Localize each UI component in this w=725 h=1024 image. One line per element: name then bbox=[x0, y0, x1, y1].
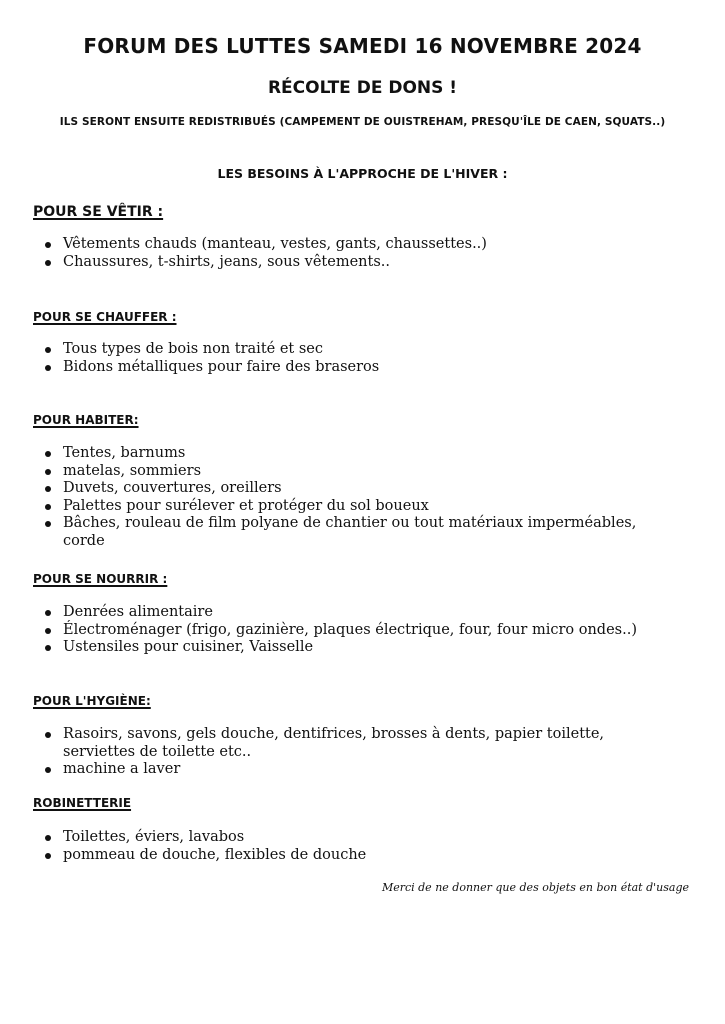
bullet-icon bbox=[45, 628, 51, 634]
list-plumbing bbox=[0, 829, 660, 864]
list-item: Toilettes, éviers, lavabos bbox=[0, 829, 660, 847]
bullet-icon bbox=[45, 486, 51, 492]
section-title-hygiene: POUR L'HYGIÈNE: bbox=[33, 694, 151, 708]
bullet-icon bbox=[45, 645, 51, 651]
list-hygiene bbox=[0, 726, 660, 779]
list-item: Bidons métalliques pour faire des braseros bbox=[0, 359, 660, 377]
bullet-icon bbox=[45, 260, 51, 266]
list-item: matelas, sommiers bbox=[0, 463, 660, 481]
bullet-icon bbox=[45, 451, 51, 457]
page-subtitle: RÉCOLTE DE DONS ! bbox=[267, 78, 458, 98]
footer-note: Merci de ne donner que des objets en bon état d'usage bbox=[381, 881, 689, 894]
bullet-icon bbox=[45, 835, 51, 841]
list-food bbox=[0, 604, 660, 657]
list-item: machine a laver bbox=[0, 761, 660, 779]
list-item: Électroménager (frigo, gazinière, plaques électrique, four, four micro ondes..) bbox=[0, 622, 660, 640]
list-item: Tous types de bois non traité et sec bbox=[0, 341, 660, 359]
list-item: Tentes, barnums bbox=[0, 445, 660, 463]
list-item: Bâches, rouleau de film polyane de chantier ou tout matériaux imperméables, corde bbox=[0, 515, 660, 550]
bullet-icon bbox=[45, 732, 51, 738]
page-title: FORUM DES LUTTES SAMEDI 16 NOVEMBRE 2024 bbox=[83, 34, 642, 58]
section-title-clothing: POUR SE VÊTIR : bbox=[33, 204, 164, 220]
list-housing bbox=[0, 445, 660, 550]
list-item: Rasoirs, savons, gels douche, dentifrices, brosses à dents, papier toilette, serviettes de toilette etc.. bbox=[0, 726, 660, 761]
bullet-icon bbox=[45, 469, 51, 475]
bullet-icon bbox=[45, 365, 51, 371]
list-item: Ustensiles pour cuisiner, Vaisselle bbox=[0, 639, 660, 657]
list-clothing bbox=[0, 236, 660, 271]
bullet-icon bbox=[45, 767, 51, 773]
bullet-icon bbox=[45, 521, 51, 527]
list-item: Palettes pour surélever et protéger du sol boueux bbox=[0, 498, 660, 516]
section-title-food: POUR SE NOURRIR : bbox=[33, 572, 168, 586]
bullet-icon bbox=[45, 242, 51, 248]
list-item: Duvets, couvertures, oreillers bbox=[0, 480, 660, 498]
needs-heading: LES BESOINS À L'APPROCHE DE L'HIVER : bbox=[217, 166, 508, 181]
bullet-icon bbox=[45, 853, 51, 859]
redistribution-note: ILS SERONT ENSUITE REDISTRIBUÉS (CAMPEMENT DE OUISTREHAM, PRESQU'ÎLE DE CAEN, SQUATS..) bbox=[59, 116, 666, 128]
list-item: pommeau de douche, flexibles de douche bbox=[0, 847, 660, 865]
section-title-plumbing: ROBINETTERIE bbox=[33, 796, 132, 810]
list-item: Chaussures, t-shirts, jeans, sous vêtements.. bbox=[0, 254, 660, 272]
section-title-housing: POUR HABITER: bbox=[33, 413, 139, 427]
section-title-heating: POUR SE CHAUFFER : bbox=[33, 310, 177, 324]
list-heating bbox=[0, 341, 660, 376]
list-item: Denrées alimentaire bbox=[0, 604, 660, 622]
bullet-icon bbox=[45, 347, 51, 353]
bullet-icon bbox=[45, 610, 51, 616]
bullet-icon bbox=[45, 504, 51, 510]
list-item: Vêtements chauds (manteau, vestes, gants, chaussettes..) bbox=[0, 236, 660, 254]
